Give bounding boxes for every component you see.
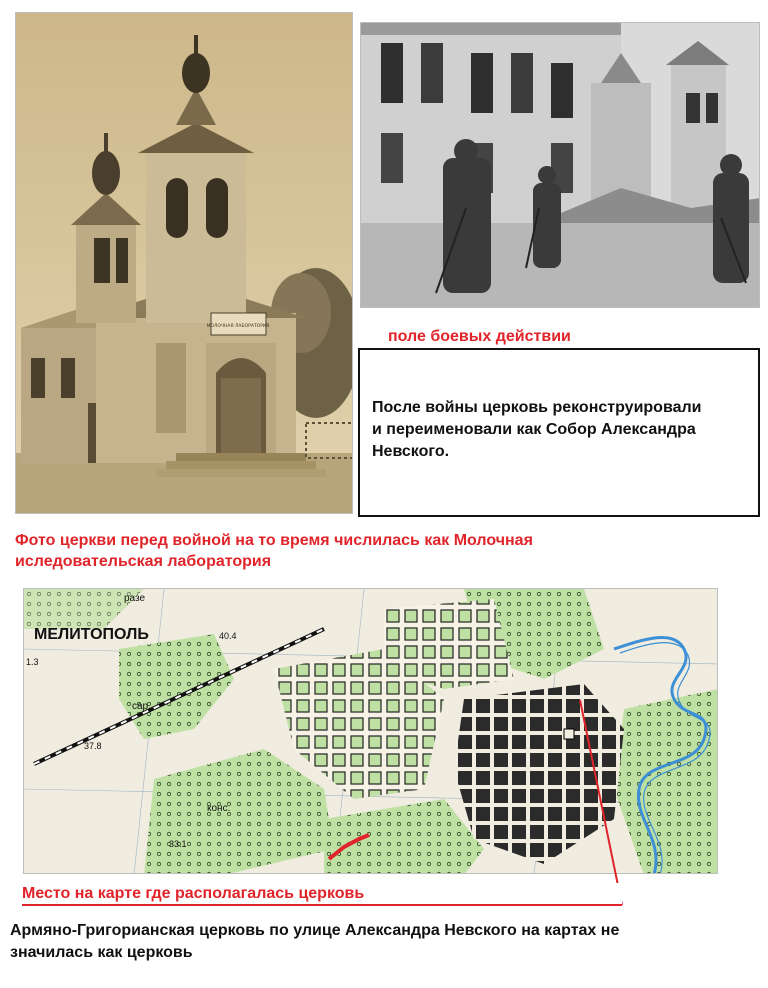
map-label-sar: сар.	[132, 701, 151, 712]
map-elevation-37-8: 37.8	[84, 741, 102, 751]
map-city-label: МЕЛИТОПОЛЬ	[34, 626, 149, 643]
map-label-razie: разе	[124, 593, 146, 604]
map-elevation-1-3: 1.3	[26, 657, 39, 667]
map-label-kons: конс.	[207, 803, 231, 814]
battlefield-caption: поле боевых действии	[388, 328, 571, 345]
bottom-caption	[10, 920, 760, 964]
info-box-line-1: После войны церковь реконструировали	[372, 399, 702, 416]
bottom-caption-line-2: значилась как церковь	[10, 944, 193, 961]
prewar-photo-caption-line-2: иследовательская лаборатория	[15, 553, 272, 570]
map-elevation-40-4: 40.4	[219, 631, 237, 641]
bottom-caption-line-1: Армяно-Григорианская церковь по улице Александра Невского на картах не	[10, 922, 620, 939]
prewar-photo-caption-line-1: Фото церкви перед войной на то время числилась как Молочная	[15, 532, 533, 549]
info-box-line-3: Невского.	[372, 443, 450, 460]
church-sign: МОЛОЧНАЯ ЛАБОРАТОРИЯ	[206, 324, 270, 329]
map-elevation-33-1: 33.1	[169, 839, 187, 849]
map-location-caption: Место на карте где располагалась церковь	[22, 883, 622, 904]
info-box-line-2: и переименовали как Собор Александра	[372, 421, 696, 438]
